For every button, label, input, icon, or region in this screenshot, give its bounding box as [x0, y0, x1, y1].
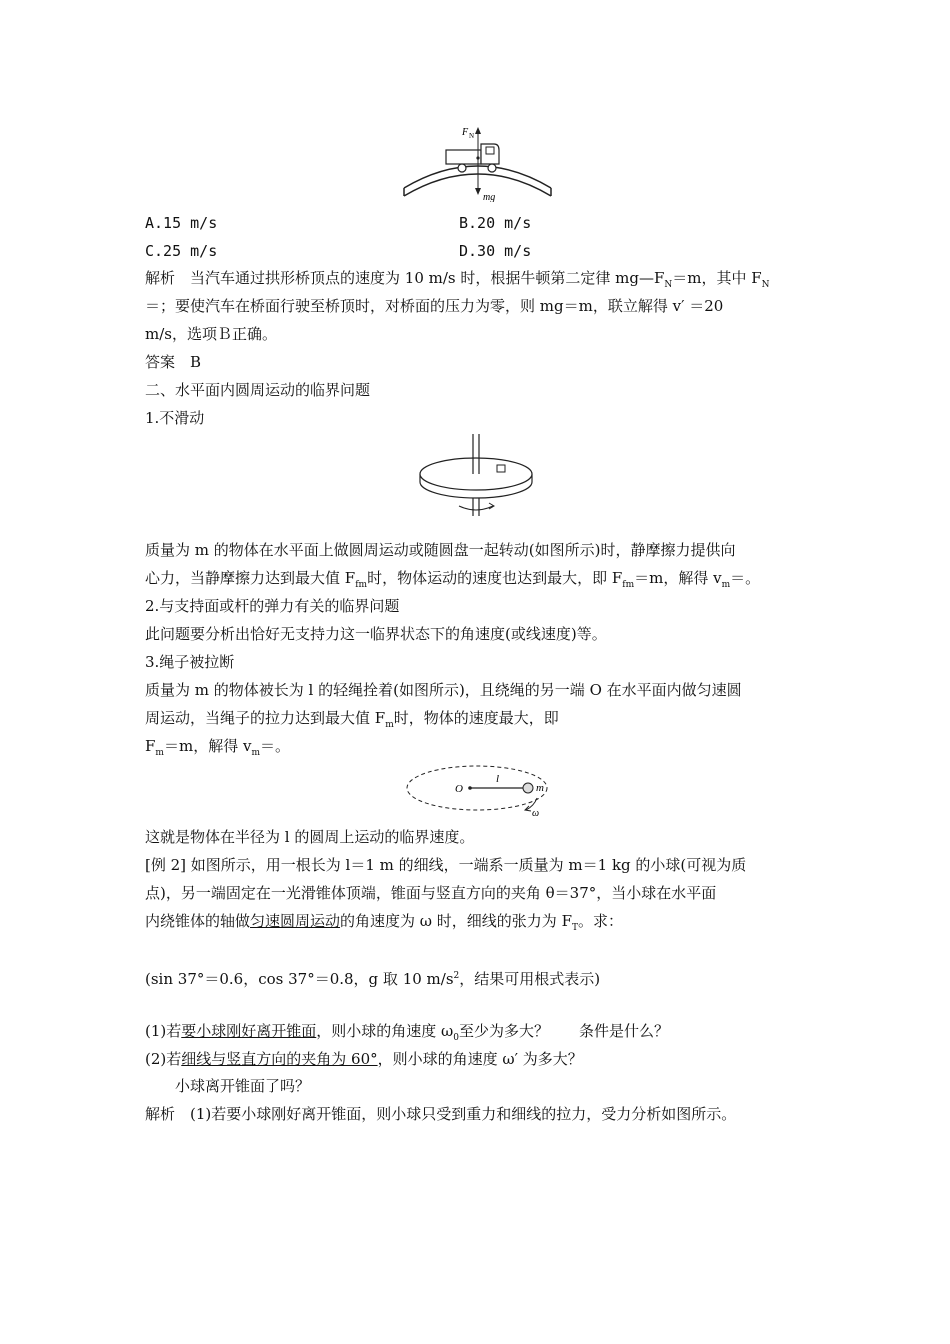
m-label: m — [536, 782, 544, 794]
given-values-line: (sin 37°＝0.6，cos 37°＝0.8，g 取 10 $m/s^2$，结果可用根式表示) — [145, 970, 601, 988]
solution-line-final: 解析 (1)若要小球刚好离开锥面，则小球只受到重力和细线的拉力，受力分析如图所示。 — [145, 1105, 737, 1123]
paragraph-2: 此问题要分析出恰好无支持力这一临界状态下的角速度(或线速度)等。 — [145, 625, 607, 643]
option-c: C.25 m/s — [145, 242, 218, 260]
l-label: l — [496, 773, 500, 785]
paragraph-4: 这就是物体在半径为 l 的圆周上运动的临界速度。 — [145, 828, 475, 846]
subheading-2: 2.与支持面或杆的弹力有关的临界问题 — [145, 597, 400, 615]
rotating-disk-figure — [415, 432, 540, 522]
solution-line-2: ＝；要使汽车在桥面行驶至桥顶时，对桥面的压力为零，则 mg＝m，联立解得 v′ ＝20 — [145, 297, 724, 315]
fn-label: F — [462, 127, 469, 138]
rope-circle-figure — [402, 760, 552, 820]
option-a: A.15 m/s — [145, 214, 218, 232]
question-1: (1)若要小球刚好离开锥面，则小球的角速度 $\omega_0$至少为多大？ 条件是什么？ — [145, 1022, 670, 1043]
paragraph-3a: 质量为 m 的物体被长为 l 的轻绳拴着(如图所示)，且绕绳的另一端 O 在水平面内做匀速圆 — [145, 681, 742, 699]
answer-line: 答案 B — [145, 353, 202, 371]
paragraph-3c: $F_m=m$，解得 $v_m=$。 — [145, 737, 290, 758]
solution-line-1: 解析 当汽车通过拱形桥顶点的速度为 10 m/s 时，根据牛顿第二定律 $mg—F_N=m$，其中 $F_N$ — [145, 269, 770, 290]
solution-line-3: m/s，选项Ｂ正确。 — [145, 325, 277, 343]
subheading-3: 3.绳子被拉断 — [145, 653, 235, 671]
subheading-1: 1.不滑动 — [145, 409, 205, 427]
example-line-3: 内绕锥体的轴做匀速圆周运动的角速度为 ω 时，细线的张力为 $F_T$。求： — [145, 912, 624, 933]
fn-sub: N — [469, 132, 475, 140]
example-line-2: 点)，另一端固定在一光滑锥体顶端，锥面与竖直方向的夹角 θ＝37°，当小球在水平面 — [145, 884, 717, 902]
paragraph-1a: 质量为 m 的物体在水平面上做圆周运动或随圆盘一起转动(如图所示)时，静摩擦力提供向 — [145, 541, 736, 559]
o-label: O — [455, 783, 463, 795]
paragraph-1b: 心力，当静摩擦力达到最大值 $F_{fm}$时，物体运动的速度也达到最大，即 $F_{fm}=m$，解得 $v_m=$。 — [145, 569, 761, 590]
option-d: D.30 m/s — [459, 242, 532, 260]
question-2-followup: 小球离开锥面了吗？ — [175, 1077, 311, 1095]
example-line-1: [例 2] 如图所示，用一根长为 l＝1 m 的细线，一端系一质量为 m＝1 kg 的小球(可视为质 — [145, 856, 747, 874]
paragraph-3b: 周运动，当绳子的拉力达到最大值 $F_m$时，物体的速度最大，即 — [145, 709, 559, 730]
mg-label: mg — [483, 192, 496, 202]
option-b: B.20 m/s — [459, 214, 532, 232]
question-2: (2)若细线与竖直方向的夹角为 60°，则小球的角速度 ω′ 为多大？ — [145, 1050, 583, 1068]
bridge-truck-figure — [400, 122, 555, 202]
section-heading: 二、水平面内圆周运动的临界问题 — [145, 381, 371, 399]
omega-label: ω — [532, 808, 540, 819]
